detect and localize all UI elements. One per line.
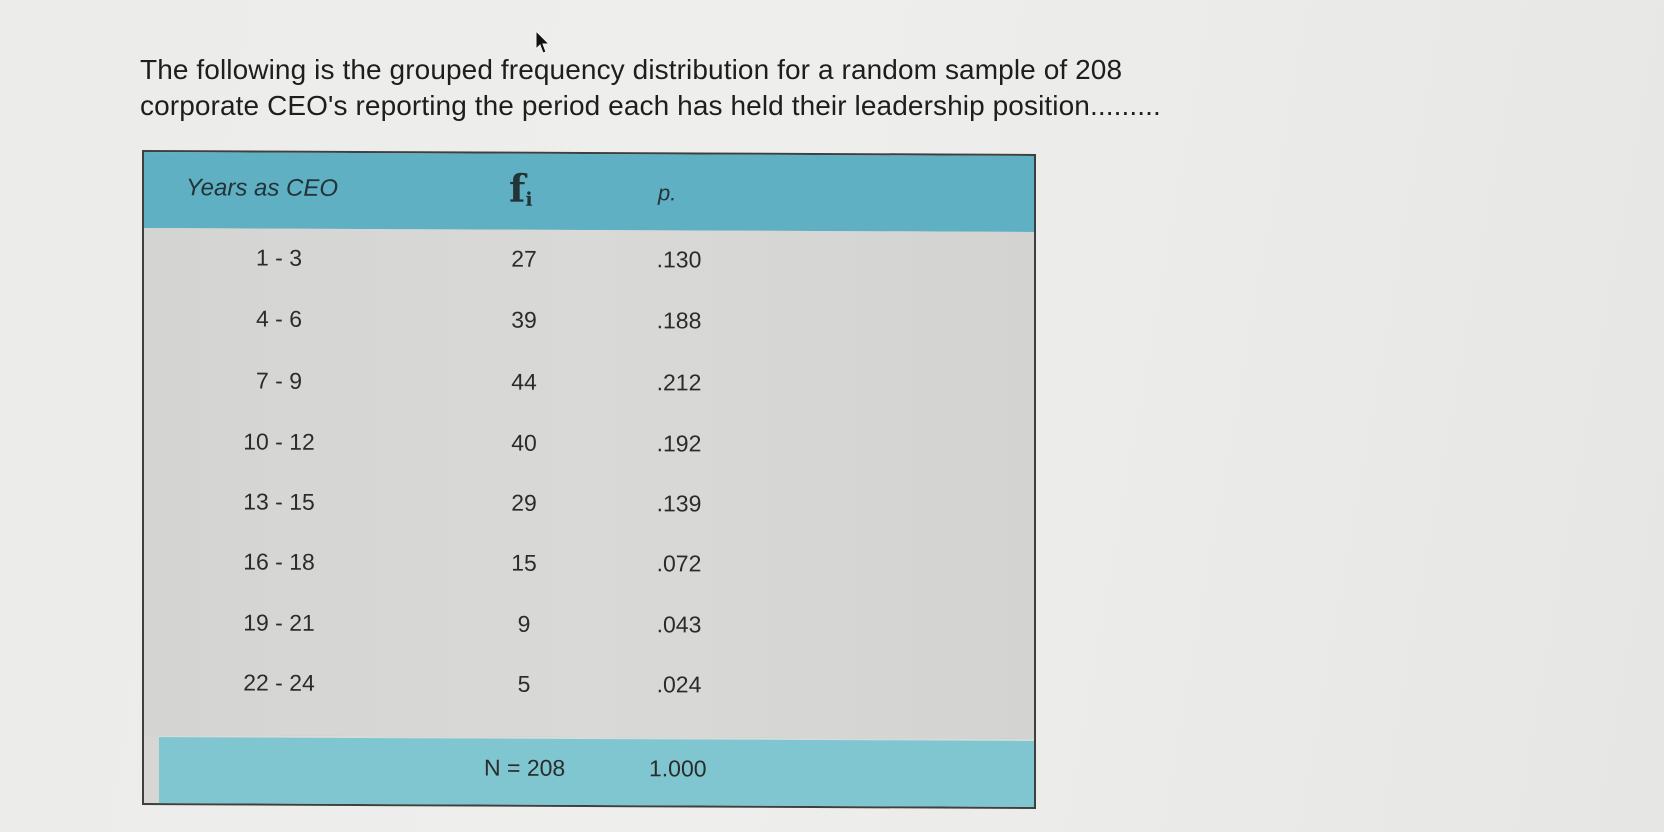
cell-proportion: .130 (656, 246, 702, 273)
footer-proportion-total: 1.000 (649, 755, 707, 782)
cell-frequency: 15 (511, 549, 537, 576)
cell-years-range: 4 - 6 (255, 305, 303, 332)
table-row (144, 305, 1034, 349)
table-row (144, 367, 1034, 411)
table-body (144, 228, 1034, 741)
intro-line-2: corporate CEO's reporting the period each has held their leadership position......... (140, 90, 1161, 121)
header-frequency-base: f (509, 165, 526, 211)
footer-sample-size: N = 208 (484, 754, 566, 781)
table-row (144, 609, 1034, 653)
header-years-as-ceo: Years as CEO (186, 174, 339, 202)
frequency-distribution-table (142, 150, 1036, 809)
cell-proportion: .188 (656, 307, 702, 334)
cell-proportion: .024 (656, 671, 702, 698)
table-header (144, 152, 1034, 232)
cell-proportion: .072 (656, 550, 702, 577)
intro-line-1: The following is the grouped frequency distribution for a random sample of 208 (140, 54, 1123, 85)
cell-frequency: 27 (511, 245, 537, 272)
cell-frequency: 44 (511, 368, 537, 395)
cell-years-range: 10 - 12 (243, 428, 315, 455)
cell-frequency: 39 (511, 306, 537, 333)
cell-frequency: 5 (517, 670, 531, 697)
cell-years-range: 19 - 21 (243, 609, 315, 636)
table-row (144, 548, 1034, 592)
cell-frequency: 29 (511, 489, 537, 516)
table-row (144, 488, 1034, 532)
table-row (144, 244, 1034, 288)
cell-proportion: .212 (656, 369, 702, 396)
cell-frequency: 9 (517, 610, 531, 637)
cell-years-range: 7 - 9 (255, 367, 303, 394)
header-frequency-subscript: i (525, 188, 533, 211)
cell-years-range: 22 - 24 (243, 669, 315, 696)
cell-proportion: .043 (656, 611, 702, 638)
cell-years-range: 13 - 15 (243, 488, 315, 515)
cell-frequency: 40 (511, 429, 537, 456)
cell-proportion: .139 (656, 490, 702, 517)
cell-proportion: .192 (656, 430, 702, 457)
cell-years-range: 16 - 18 (243, 548, 315, 575)
cell-years-range: 1 - 3 (255, 244, 303, 271)
table-row (144, 669, 1034, 713)
header-frequency (509, 166, 533, 211)
problem-statement (140, 52, 1200, 124)
table-footer (159, 735, 1034, 807)
table-row (144, 428, 1034, 472)
header-proportion: p. (658, 180, 677, 206)
